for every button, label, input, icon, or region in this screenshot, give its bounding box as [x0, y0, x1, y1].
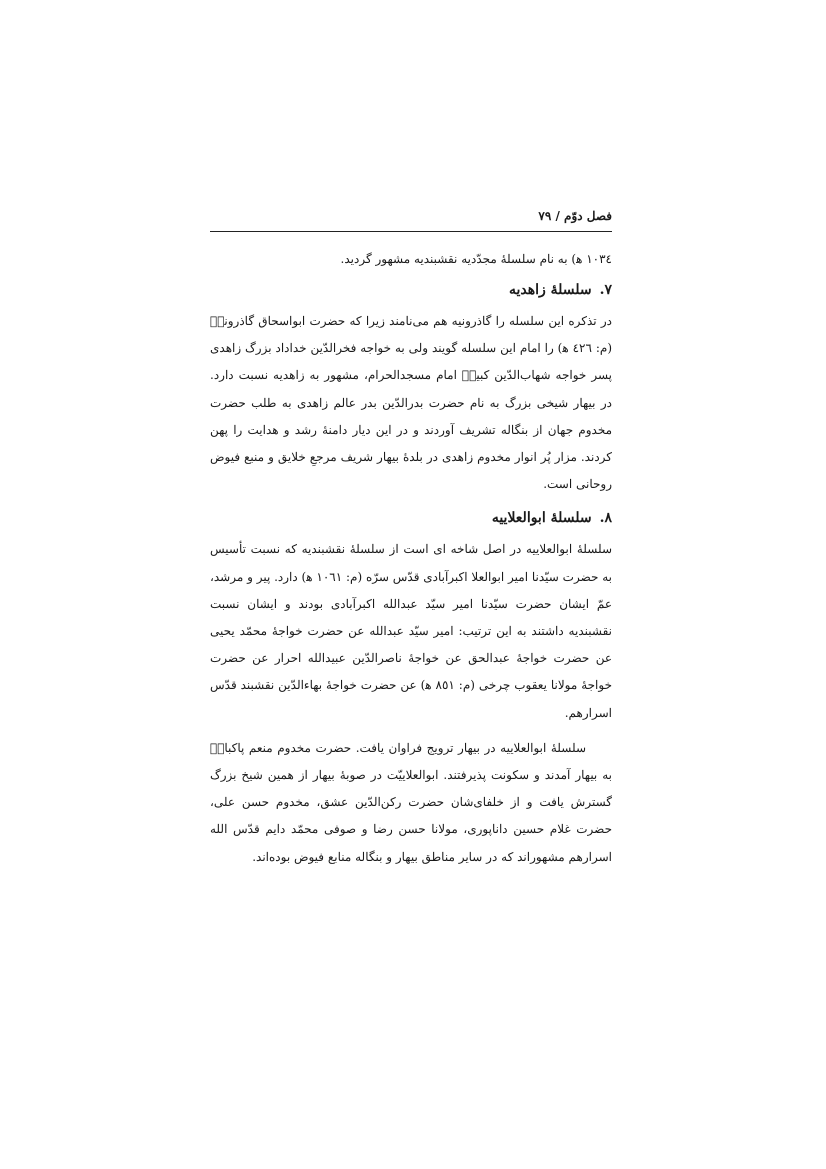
section-title: سلسلهٔ زاهدیه: [508, 282, 592, 298]
intro-line: ۱۰۳٤ ﻫ) به نام سلسلهٔ مجدّدیه نقشبندیه مشهور گردید.: [340, 252, 612, 266]
paragraph: سلسلهٔ ابوالعلاییه در اصل شاخه ای است از سلسلهٔ نقشبندیه که نسبت تأسیس به حضرت سیّدنا امیر ابوالعلا اکبرآبادی قدّس سرّه (م: ١٠٦١ ﻫ) دارد. پیر و مرشد، عمّ ایشان حضرت سیّدنا امیر سیّد عبدالله اکبرآبادی بودند و ایشان نسبت نقشبندیه داشتند به این ترتیب: امیر سیّد عبدالله عن حضرت خواجهٔ محمّد یحیی عن حضرت خواجهٔ عبدالحق عن خواجهٔ ناصرالدّین عبیدالله احرار عن حضرت خواجهٔ مولانا یعقوب چرخی (م: ٨٥١ ﻫ) عن حضرت خواجهٔ بهاءالدّین نقشبند قدّس اسرارهم.: [210, 542, 612, 720]
header-rule: [210, 231, 612, 232]
section-heading-zahediyeh: [210, 278, 612, 302]
paragraph: در تذکره این سلسله را گاذرونیه هم می‌نامند زیرا که حضرت ابواسحاق گاذرونیؒ (م: ٤٢٦ ﻫ) را امام این سلسله گویند ولی به خواجه فخرالدّین خداداد بزرگ زاهدی پسر خواجه شهاب‌الدّین کبیرؒ امام مسجدالحرام، مشهور به زاهدیه نسبت دارد. در بیهار شیخی بزرگ به نام حضرت بدرالدّین بدر عالم زاهدی به طلب حضرت مخدوم جهان از بنگاله تشریف آوردند و در این دیار دامنهٔ رشد و هدایت را پهن کردند. مزار پُر انوار مخدوم زاهدی در بلدهٔ بیهار شریف مرجعِ خلایق و منبع فیوض روحانی است.: [210, 314, 613, 492]
page-body: [210, 246, 612, 879]
section-number: ۷.: [599, 282, 612, 298]
section-title: سلسلهٔ ابوالعلاییه: [491, 510, 592, 527]
paragraph: سلسلهٔ ابوالعلاییه در بیهار ترویج فراوان یافت. حضرت مخدوم منعم پاکبازؒ به بیهار آمدند و سکونت پذیرفتند. ابوالعلاییّت در صوبهٔ بیهار از همین شیخ بزرگ گسترش یافت و از خلفای‌شان حضرت رکن‌الدّین عشق، مخدوم حسن علی، حضرت غلام حسین داناپوری، مولانا حسن رضا و صوفی محمّد دایم قدّس الله اسرارهم مشهوراند که در سایر مناطق بیهار و بنگاله منابع فیوض بوده‌اند.: [210, 740, 612, 864]
section-heading-abulalaiyeh: [210, 506, 612, 530]
book-page: [210, 0, 612, 1169]
section-number: ۸.: [599, 510, 612, 527]
running-header: فصل دوّم / ۷۹: [538, 209, 612, 223]
